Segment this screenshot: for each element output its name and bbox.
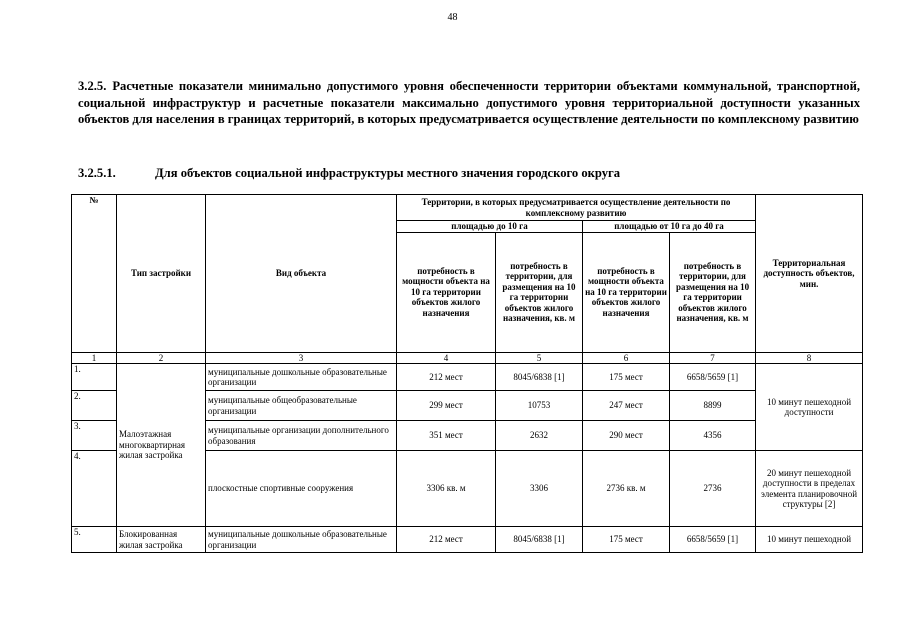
subsection-number: 3.2.5.1. (78, 166, 116, 180)
accessibility-value: 20 минут пешеходной доступности в пределах элемента планировочной структуры [2] (756, 451, 863, 527)
need-area-small: 8045/6838 [1] (496, 527, 583, 553)
row-number: 4. (72, 451, 117, 527)
need-area-large: 8899 (670, 391, 756, 421)
need-area-small: 3306 (496, 451, 583, 527)
need-power-large: 290 мест (583, 421, 670, 451)
header-need-area-large: потребность в территории, для размещения на 10 га территории объектов жилого назначения, кв. м (670, 232, 756, 352)
section-number: 3.2.5. (78, 79, 107, 93)
subsection-title: Для объектов социальной инфраструктуры местного значения городского округа (155, 166, 621, 180)
need-area-large: 2736 (670, 451, 756, 527)
col-number: 8 (756, 352, 863, 364)
object-name: муниципальные организации дополнительного образования (206, 421, 397, 451)
object-name: муниципальные дошкольные образовательные организации (206, 527, 397, 553)
need-power-small: 212 мест (397, 527, 496, 553)
col-number: 7 (670, 352, 756, 364)
row-number: 1. (72, 364, 117, 391)
object-name: муниципальные дошкольные образовательные организации (206, 364, 397, 391)
need-power-large: 175 мест (583, 527, 670, 553)
header-area-small: площадью до 10 га (397, 221, 583, 233)
row-number: 5. (72, 527, 117, 553)
header-object-type: Вид объекта (206, 195, 397, 353)
object-name: муниципальные общеобразовательные организации (206, 391, 397, 421)
header-need-power-large: потребность в мощности объекта на 10 га территории объектов жилого назначения (583, 232, 670, 352)
col-number: 2 (117, 352, 206, 364)
need-power-small: 351 мест (397, 421, 496, 451)
col-number: 6 (583, 352, 670, 364)
section-title: Расчетные показатели минимально допустимого уровня обеспеченности территории объектами коммунальной, транспортной, социальной инфраструктур и расчетные показатели максимально допустимого уровня территориальной доступности указанных объектов для населения в границах территорий, в которых предусматривается осуществление деятельности по комплексному развитию (78, 79, 860, 126)
header-building-type: Тип застройки (117, 195, 206, 353)
need-area-large: 6658/5659 [1] (670, 364, 756, 391)
header-need-power-small: потребность в мощности объекта на 10 га территории объектов жилого назначения (397, 232, 496, 352)
subsection-heading (78, 166, 860, 181)
page-number: 48 (447, 12, 458, 23)
need-power-small: 3306 кв. м (397, 451, 496, 527)
section-heading (78, 78, 860, 128)
need-power-small: 212 мест (397, 364, 496, 391)
table-row (72, 364, 863, 391)
col-number: 5 (496, 352, 583, 364)
social-infrastructure-table (71, 194, 863, 553)
row-number: 3. (72, 421, 117, 451)
need-area-large: 6658/5659 [1] (670, 527, 756, 553)
header-accessibility: Территориальная доступность объектов, мин. (756, 195, 863, 353)
header-territories: Территории, в которых предусматривается осуществление деятельности по комплексному развитию (397, 195, 756, 221)
header-area-large: площадью от 10 га до 40 га (583, 221, 756, 233)
header-need-area-small: потребность в территории, для размещения на 10 га территории объектов жилого назначения, кв. м (496, 232, 583, 352)
building-type-blocked: Блокированная жилая застройка (117, 527, 206, 553)
need-area-large: 4356 (670, 421, 756, 451)
accessibility-value: 10 минут пешеходной доступности (756, 364, 863, 451)
header-number: № (72, 195, 117, 353)
need-power-small: 299 мест (397, 391, 496, 421)
col-number: 3 (206, 352, 397, 364)
table-row (72, 527, 863, 553)
accessibility-value: 10 минут пешеходной (756, 527, 863, 553)
building-type-low-rise: Малоэтажная многоквартирная жилая застройка (117, 364, 206, 527)
object-name: плоскостные спортивные сооружения (206, 451, 397, 527)
need-area-small: 10753 (496, 391, 583, 421)
need-power-large: 175 мест (583, 364, 670, 391)
col-number: 1 (72, 352, 117, 364)
row-number: 2. (72, 391, 117, 421)
need-area-small: 2632 (496, 421, 583, 451)
need-power-large: 2736 кв. м (583, 451, 670, 527)
col-number: 4 (397, 352, 496, 364)
need-area-small: 8045/6838 [1] (496, 364, 583, 391)
need-power-large: 247 мест (583, 391, 670, 421)
